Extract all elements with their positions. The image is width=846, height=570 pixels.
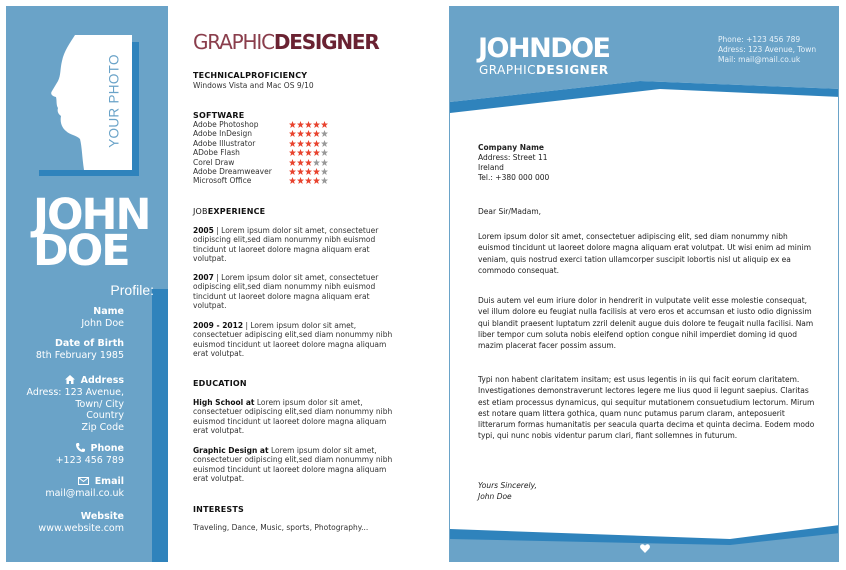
email-value: mail@mail.co.uk (45, 488, 124, 499)
star-filled-icon (289, 159, 296, 166)
job-period: 2009 - 2012 (193, 321, 244, 330)
star-filled-icon (289, 130, 296, 137)
star-empty-icon (321, 149, 328, 156)
address-block (6, 375, 124, 433)
cover-letter-page (449, 6, 839, 562)
heart-icon (640, 544, 650, 553)
website-label: Website (80, 511, 124, 522)
job-entry: 2009 - 2012 | Lorem ipsum dolor sit amet, consectetuer adipiscing elit,sed diam nonummy nibh euismod tincidunt ut laoreet dolore magna aliquam erat volutpat. (193, 321, 393, 359)
envelope-icon (78, 477, 89, 485)
software-rating (289, 120, 328, 128)
resume-content (193, 0, 443, 570)
name-value: John Doe (81, 318, 124, 329)
photo-placeholder (30, 35, 132, 170)
recipient-block (478, 143, 818, 183)
dob-value: 8th February 1985 (35, 350, 124, 361)
resume-sidebar (6, 6, 168, 562)
interests-text: Traveling, Dance, Music, sports, Photography... (193, 523, 369, 532)
star-filled-icon (305, 140, 312, 147)
letterhead-mail: Mail: mail@mail.co.uk (718, 55, 801, 64)
phone-value: +123 456 789 (55, 455, 124, 466)
star-filled-icon (305, 149, 312, 156)
website-value: www.website.com (38, 523, 124, 534)
software-name: Corel Draw (193, 157, 235, 167)
star-filled-icon (289, 140, 296, 147)
star-filled-icon (313, 168, 320, 175)
salutation: Dear Sir/Madam, (478, 207, 542, 216)
email-label-row (6, 476, 124, 488)
software-rating (289, 167, 328, 175)
job-text: Lorem ipsum dolor sit amet, consectetuer odipiscing elit,sed diam nonummy nibh euismod tincidunt ut laoreet dolore magna aliquam erat volutpat. (193, 226, 379, 264)
address-line: Adress: 123 Avenue, (26, 387, 124, 398)
software-row (193, 158, 343, 167)
letter-footer-band (450, 525, 839, 561)
star-filled-icon (313, 121, 320, 128)
job-period: 2007 (193, 273, 214, 282)
software-row (193, 120, 343, 129)
closing: Yours Sincerely, (478, 481, 537, 490)
software-list (193, 120, 343, 186)
sidebar-first-name: JOHN (33, 190, 150, 240)
address-line: Country (86, 410, 124, 421)
star-filled-icon (313, 140, 320, 147)
name-block (6, 306, 124, 330)
star-filled-icon (289, 149, 296, 156)
title-part-graphic: GRAPHIC (193, 30, 274, 54)
letterhead-subtitle-part2: DESIGNER (536, 63, 609, 77)
software-rating (289, 158, 328, 166)
software-name: Adobe Dreamweaver (193, 166, 272, 176)
job-entry: 2005 | Lorem ipsum dolor sit amet, consectetuer odipiscing elit,sed diam nonummy nibh euismod tincidunt ut laoreet dolore magna aliquam erat volutpat. (193, 226, 379, 264)
job-heading-bold: EXPERIENCE (207, 207, 266, 216)
star-filled-icon (297, 140, 304, 147)
education-entry (193, 446, 393, 484)
star-empty-icon (313, 159, 320, 166)
profile-heading: Profile: (110, 282, 154, 298)
phone-block (6, 443, 124, 467)
company-country: Ireland (478, 163, 504, 172)
email-block (6, 476, 124, 500)
star-empty-icon (321, 168, 328, 175)
interests-heading: INTERESTS (193, 505, 244, 514)
phone-label-row (6, 443, 124, 455)
address-label: Address (80, 375, 124, 386)
address-line: Town/ City (75, 398, 124, 410)
tech-heading: TECHNICALPROFICIENCY (193, 71, 308, 80)
education-entry (193, 398, 393, 436)
software-row (193, 148, 343, 157)
job-heading (193, 207, 265, 217)
star-empty-icon (321, 177, 328, 184)
software-row (193, 129, 343, 138)
star-filled-icon (313, 177, 320, 184)
star-filled-icon (297, 159, 304, 166)
star-empty-icon (321, 159, 328, 166)
letterhead-contact (718, 35, 816, 65)
job-heading-light: JOB (193, 207, 208, 216)
star-filled-icon (305, 168, 312, 175)
star-filled-icon (321, 121, 328, 128)
dob-block (6, 338, 124, 362)
star-filled-icon (297, 168, 304, 175)
letter-paragraph: Typi non habent claritatem insitam; est usus legentis in iis qui facit eorum claritatem. Investigationes demonstraverunt lectores legere me lius quod ii legunt saepius. Claritas est etiam processus dynamicus, qui sequitur mutationem consuetudium lectorum. Mirum est notare quam littera gothica, quam nunc putamus parum claram, anteposuerit litterarum formas humanitatis per seacula quarta decima et quinta decima. Eodem modo typi, qui nunc nobis videntur parum clari, fiant sollemnes in futurum. (478, 375, 815, 441)
letter-paragraph: Duis autem vel eum iriure dolor in hendrerit in vulputate velit esse molestie consequat, vel illum dolore eu feugiat nulla facilisis at vero eros et accumsan et iusto odio dignissim qui blandit praesent luptatum zzril delenit augue duis dolore te feugait nulla facilisi. Nam liber tempor cum soluta nobis eleifend option congue nihil imperdiet doming id quod mazim placerat facer possim assum. (478, 296, 814, 351)
signature-name: John Doe (478, 492, 512, 502)
star-filled-icon (289, 177, 296, 184)
company-name: Company Name (478, 143, 544, 152)
software-rating (289, 139, 328, 147)
education-school: High School at (193, 398, 255, 407)
software-rating (289, 129, 328, 137)
title-part-designer: DESIGNER (273, 30, 379, 54)
software-name: Adobe Illustrator (193, 138, 256, 148)
star-filled-icon (297, 121, 304, 128)
software-row (193, 139, 343, 148)
resume-title (193, 30, 379, 54)
star-filled-icon (305, 130, 312, 137)
education-heading: EDUCATION (193, 379, 247, 388)
software-row (193, 167, 343, 176)
software-rating (289, 148, 328, 156)
star-empty-icon (321, 130, 328, 137)
star-filled-icon (305, 121, 312, 128)
letterhead-address: Adress: 123 Avenue, Town (718, 45, 817, 54)
tech-text: Windows Vista and Mac OS 9/10 (193, 81, 314, 90)
star-filled-icon (297, 177, 304, 184)
company-address: Address: Street 11 (478, 153, 548, 162)
software-name: Microsoft Office (193, 176, 252, 186)
dob-label: Date of Birth (54, 338, 124, 349)
phone-icon (76, 443, 85, 452)
star-filled-icon (313, 130, 320, 137)
sidebar-last-name: DOE (33, 226, 129, 276)
company-tel: Tel.: +380 000 000 (478, 173, 550, 182)
software-name: Adobe InDesign (193, 129, 252, 139)
letterhead-phone: Phone: +123 456 789 (718, 35, 801, 44)
star-filled-icon (289, 168, 296, 175)
website-block (6, 511, 124, 535)
software-heading: SOFTWARE (193, 111, 245, 120)
star-filled-icon (305, 177, 312, 184)
education-text: Lorem ipsum dolor sit amet, consectetuer odipiscing elit,sed diam nonummy nibh euismod tincidunt ut laoreet dolore magna aliquam erat volutpat. (193, 398, 393, 436)
photo-label: YOUR PHOTO (106, 54, 122, 148)
name-label: Name (93, 306, 124, 317)
star-filled-icon (313, 149, 320, 156)
phone-label: Phone (90, 443, 124, 454)
letterhead-name: JOHNDOE (478, 33, 610, 64)
star-filled-icon (289, 121, 296, 128)
software-row (193, 176, 343, 185)
software-name: Adobe Photoshop (193, 120, 259, 129)
star-filled-icon (297, 149, 304, 156)
job-text: Lorem ipsum dolor sit amet, consectetuer adipiscing elit,sed diam nonummy nibh euismod tincidunt ut laoreet dolore magna aliquam erat volutpat. (193, 321, 393, 359)
sidebar-accent-stripe (152, 289, 168, 562)
email-label: Email (94, 476, 124, 487)
home-icon (65, 375, 75, 384)
job-period: 2005 (193, 226, 214, 235)
star-filled-icon (297, 130, 304, 137)
software-rating (289, 176, 328, 184)
letterhead-subtitle (479, 63, 609, 77)
education-text: Lorem ipsum dolor sit amet, consectetuer odipiscing elit,sed diam nonummy nibh euismod tincidunt ut laoreet dolore magna aliquam erat volutpat. (193, 446, 393, 484)
software-name: ADobe Flash (193, 148, 240, 158)
star-empty-icon (321, 140, 328, 147)
address-line: Zip Code (81, 421, 124, 433)
education-school: Graphic Design at (193, 446, 269, 455)
job-text: Lorem ipsum dolor sit amet, consectetuer odipiscing elit,sed diam nonummy nibh euismod tincidunt ut laoreet dolore magna aliquam erat volutpat. (193, 273, 379, 311)
address-label-row (6, 375, 124, 387)
signature-block (478, 480, 818, 503)
letter-paragraph: Lorem ipsum dolor sit amet, consectetuer adipiscing elit, sed diam nonummy nibh euismod tincidunt ut laoreet dolore magna aliquam erat volutpat. Ut wisi enim ad minim veniam, quis nostrud exerci tation ullamcorper suscipit lobortis nisl ut aliquip ex ea commodo consequat. (478, 232, 812, 275)
star-filled-icon (305, 159, 312, 166)
job-entry: 2007 | Lorem ipsum dolor sit amet, consectetuer odipiscing elit,sed diam nonummy nibh euismod tincidunt ut laoreet dolore magna aliquam erat volutpat. (193, 273, 379, 311)
letterhead-subtitle-part1: GRAPHIC (479, 63, 537, 77)
